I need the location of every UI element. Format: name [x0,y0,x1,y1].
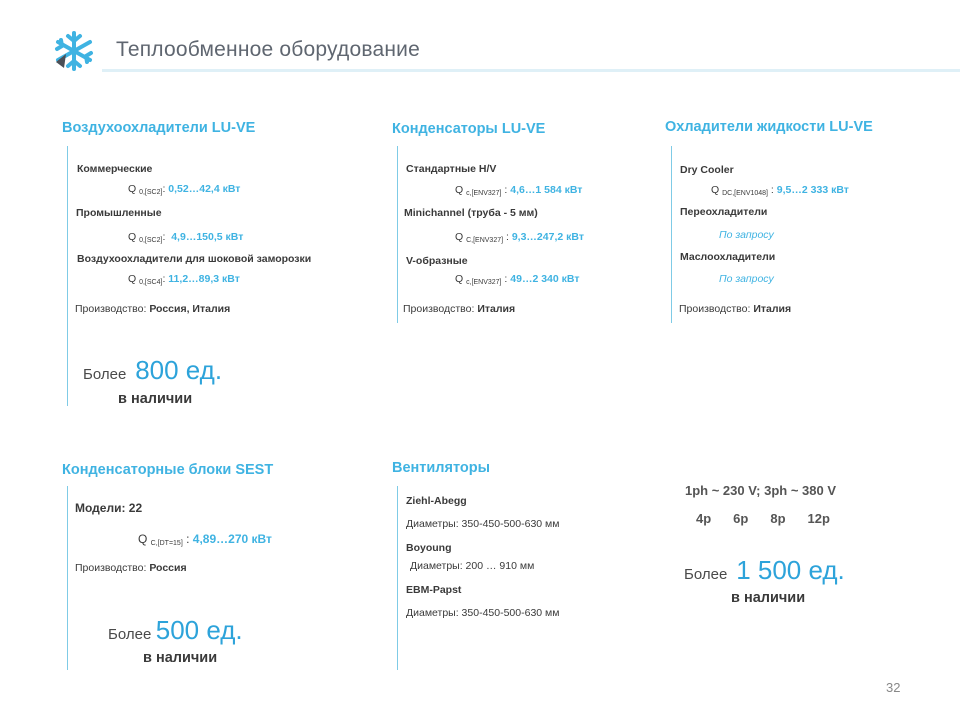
fans-pole: 8p [770,511,786,526]
fans-pole: 12p [807,511,830,526]
air-coolers-item-name: Промышленные [76,207,162,219]
condensing-units-stock: Более 500 ед. [108,615,243,645]
condensers-item-name: Minichannel (труба - 5 мм) [404,207,538,219]
air-coolers-item-value: 11,2…89,3 кВт [168,273,240,285]
liquid-coolers-item-name: Переохладители [680,206,768,218]
condensers-production: Производство: Италия [403,303,516,315]
condensers-item-q: Q $_{c,[ENV327]}$ : 49…2 340 кВт [455,273,580,286]
condensers-item-value: 9,3…247,2 кВт [511,231,584,243]
liquid-coolers-request: По запросу [719,229,774,241]
condensing-units-stock-suffix: в наличии [143,650,218,666]
air-coolers-stock: Более 800 ед. [83,355,223,385]
snowflake-icon [52,30,96,72]
air-coolers-production: Производство: Россия, Италия [75,303,231,315]
fans-pole: 6p [733,511,749,526]
fans-diameters: Диаметры: 350-450-500-630 мм [406,607,560,619]
condensers-item-q: Q $_{c,[ENV327]}$ : 4,6…1 584 кВт [455,184,583,197]
condensers-item-name: Стандартные H/V [406,163,497,175]
condensing-units-divider [67,486,68,670]
fans-title: Вентиляторы [392,460,490,476]
condensers-item-q: Q $_{C,[ENV327]}$ : 9,3…247,2 кВт [455,231,584,244]
air-coolers-title: Воздухоохладители LU-VE [62,120,256,136]
fans-brand: Ziehl-Abegg [406,495,467,507]
fans-brand: EBM-Papst [406,584,462,596]
liquid-coolers-divider [671,146,672,323]
air-coolers-divider [67,146,68,406]
fans-power: 1ph ~ 230 V; 3ph ~ 380 V [685,483,837,498]
liquid-coolers-item-value: 9,5…2 333 кВт [776,184,849,196]
header-divider [102,69,960,72]
condensers-item-name: V-образные [406,255,468,267]
fans-brand: Boyoung [406,542,452,554]
air-coolers-item-name: Коммерческие [77,163,153,175]
fans-pole: 4p [696,511,712,526]
liquid-coolers-item-q: Q $_{DC,[ENV1048]}$ : 9,5…2 333 кВт [711,184,849,197]
air-coolers-item-value: 0,52…42,4 кВт [168,183,241,195]
liquid-coolers-production: Производство: Италия [679,303,792,315]
liquid-coolers-item-name: Маслоохладители [680,251,776,263]
air-coolers-stock-suffix: в наличии [118,391,193,407]
liquid-coolers-title: Охладители жидкости LU-VE [665,119,873,135]
fans-diameters: Диаметры: 350-450-500-630 мм [406,518,560,530]
air-coolers-item-q: Q $_{0,[SC2]}$: 4,9…150,5 кВт [128,231,244,244]
condensers-title: Конденсаторы LU-VE [392,121,546,137]
condensers-item-value: 49…2 340 кВт [510,273,580,285]
condensers-divider [397,146,398,323]
air-coolers-item-q: Q $_{0,[SC2]}$: 0,52…42,4 кВт [128,183,241,196]
liquid-coolers-request: По запросу [719,273,774,285]
liquid-coolers-item-name: Dry Cooler [680,164,734,176]
fans-stock: Более 1 500 ед. [684,555,845,585]
fans-stock-suffix: в наличии [731,590,806,606]
condensing-units-value: 4,89…270 кВт [192,532,272,546]
fans-poles [696,510,852,528]
condensing-units-models: Модели: 22 [75,501,143,515]
page-title: Теплообменное оборудование [116,38,420,61]
condensers-item-value: 4,6…1 584 кВт [510,184,583,196]
condensing-units-production: Производство: Россия [75,562,187,574]
condensing-units-title: Конденсаторные блоки SEST [62,462,274,478]
air-coolers-item-q: Q $_{0,[SC4]}$: 11,2…89,3 кВт [128,273,240,286]
air-coolers-item-name: Воздухоохладители для шоковой заморозки [77,253,312,265]
page-number: 32 [886,680,901,695]
fans-divider [397,486,398,670]
fans-diameters: Диаметры: 200 … 910 мм [410,560,535,572]
condensing-units-q: Q $_{C,[DT=15]}$ : 4,89…270 кВт [138,532,272,547]
air-coolers-item-value: 4,9…150,5 кВт [171,231,244,243]
